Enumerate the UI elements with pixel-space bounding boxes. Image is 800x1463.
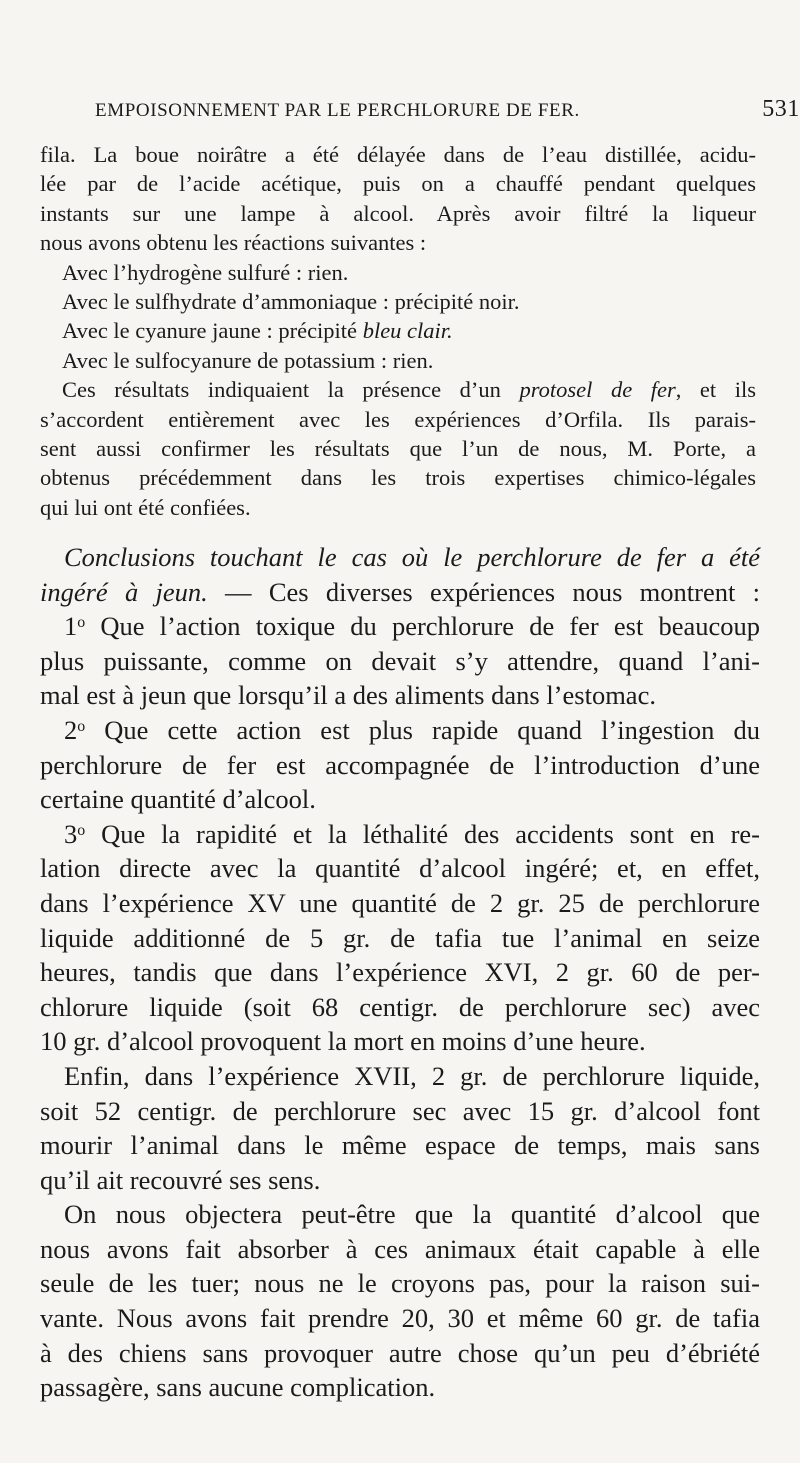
text-line: dans l’expérience XV une quantité de 2 gr. 25 de perchlorure [40,887,760,918]
text-line: 1$^o$ Que l’action toxique du perchlorure de fer est beaucoup [64,611,760,642]
text-line: liquide additionné de 5 gr. de tafia tue l’animal en seize [40,922,760,953]
page-number: 531 [762,96,800,122]
text-line: ingéré à jeun. — Ces diverses expériences nous montrent : [40,576,760,607]
text-line [40,540,760,575]
text-line: s’accordent entièrement avec les expériences d’Orfila. Ils parais- [40,406,756,432]
italic-text: protosel de fer [519,377,676,403]
text-line: nous avons fait absorber à ces animaux était capable à elle [40,1233,760,1264]
text-line: certaine quantité d’alcool. [40,784,316,815]
text-line: sent aussi confirmer les résultats que l’un de nous, M. Porte, a [40,435,756,461]
paragraph-conclusions [40,540,760,1405]
text-line: Ces résultats indiquaient la présence d’un protosel de fer, et ils [62,377,756,403]
text-line: passagère, sans aucune complication. [40,1372,436,1403]
text-line: On nous objectera peut-être que la quantité d’alcool que [64,1199,760,1230]
text-line: à des chiens sans provoquer autre chose qu’un peu d’ébriété [40,1337,760,1368]
text-line: Avec le sulfhydrate d’ammoniaque : précipité noir. [62,288,520,314]
text-line: fila. La boue noirâtre a été délayée dans de l’eau distillée, acidu- [40,142,756,167]
text-line: mal est à jeun que lorsqu’il a des aliments dans l’estomac. [40,680,656,711]
text-line: Avec l’hydrogène sulfuré : rien. [62,259,349,285]
text-line: seule de les tuer; nous ne le croyons pas, pour la raison sui- [40,1268,760,1299]
italic-text: bleu clair. [362,318,453,344]
text-line: qu’il ait recouvré ses sens. [40,1164,321,1195]
running-head [95,96,800,122]
running-title: EMPOISONNEMENT PAR LE PERCHLORURE DE FER. [95,100,580,121]
text-line: qui lui ont été confiées. [40,494,251,520]
section-heading-end: ingéré à jeun. [40,576,208,607]
text-line: vante. Nous avons fait prendre 20, 30 et même 60 gr. de tafia [40,1303,760,1334]
text-line: perchlorure de fer est accompagnée de l’introduction d’une [40,749,760,780]
text-line: 10 gr. d’alcool provoquent la mort en moins d’une heure. [40,1026,646,1057]
text-line: lation directe avec la quantité d’alcool ingéré; et, en effet, [40,853,760,884]
book-page [40,0,800,1463]
text-line: Avec le sulfocyanure de potassium : rien. [62,347,434,373]
text-line: obtenus précédemment dans les trois expertises chimico-légales [40,465,756,491]
text-line: 3$^o$ Que la rapidité et la léthalité des accidents sont en re- [64,818,760,849]
text-line: heures, tandis que dans l’expérience XVI, 2 gr. 60 de per- [40,957,760,988]
text-line: nous avons obtenu les réactions suivantes : [40,230,427,256]
paragraph-reactions [40,140,756,522]
text-line: mourir l’animal dans le même espace de temps, mais sans [40,1130,760,1161]
section-heading: Conclusions touchant le cas où le perchlorure de fer a été [64,542,760,572]
text-line: Avec le cyanure jaune : précipité bleu clair. [62,318,453,344]
text-line: Enfin, dans l’expérience XVII, 2 gr. de perchlorure liquide, [64,1060,760,1091]
text-line: plus puissante, comme on devait s’y attendre, quand l’ani- [40,645,760,676]
text-line: instants sur une lampe à alcool. Après avoir filtré la liqueur [40,200,756,226]
text-line: chlorure liquide (soit 68 centigr. de perchlorure sec) avec [40,991,760,1022]
text-line: lée par de l’acide acétique, puis on a chauffé pendant quelques [40,171,756,197]
text-line: soit 52 centigr. de perchlorure sec avec 15 gr. d’alcool font [40,1095,760,1126]
text-line: 2$^o$ Que cette action est plus rapide quand l’ingestion du [64,714,760,745]
